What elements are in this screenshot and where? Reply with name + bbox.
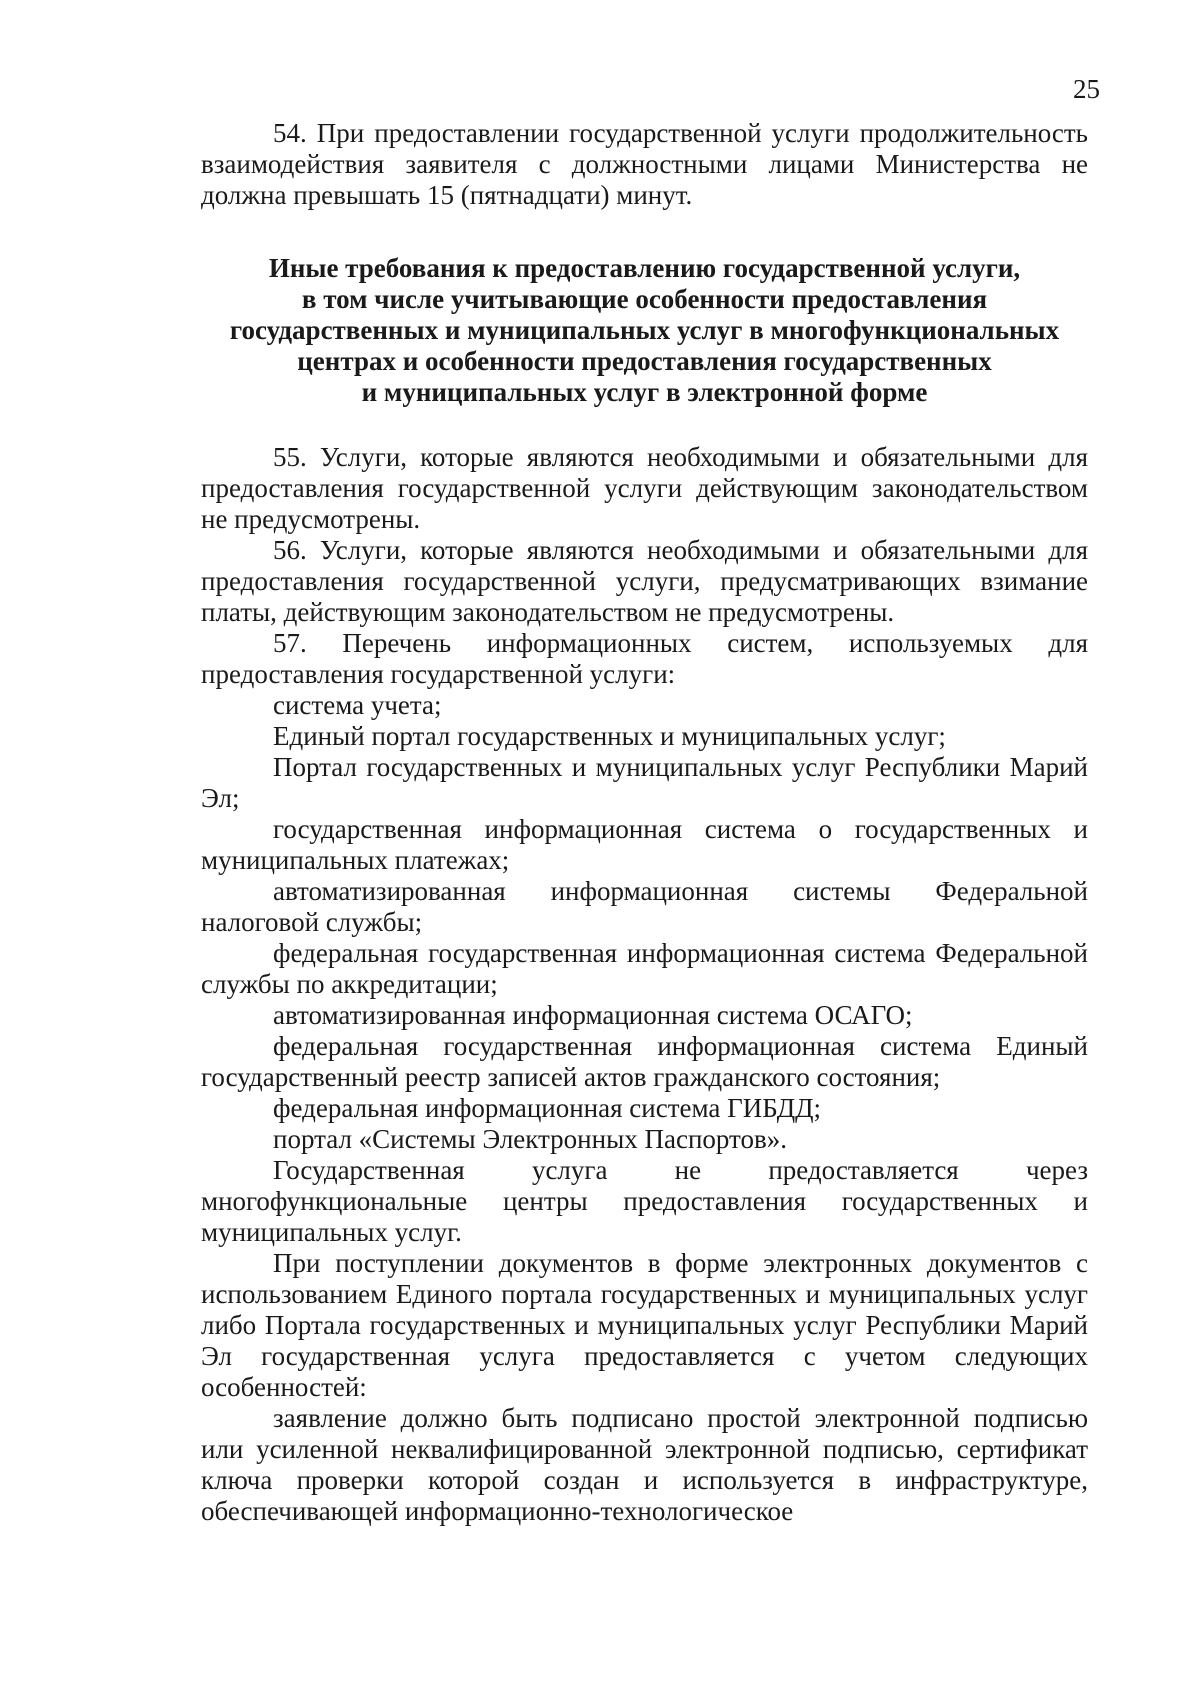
list-item: автоматизированная информационная система ОСАГО; [273,1000,913,1030]
section-heading [201,253,1088,408]
document-body [201,118,1088,1527]
paragraph: При поступлении документов в форме электронных документов с использованием Единого портала государственных и муниципальных услуг либо Портала государственных и муниципальных услуг Республики Марий Эл государственная услуга предоставляется с учетом следующих особенностей: [201,1248,1088,1402]
paragraph: заявление должно быть подписано простой электронной подписью или усиленной неквалифицированной электронной подписью, сертификат ключа проверки которой создан и используется в инфраструктуре, обеспечивающей информационно-технологическое [201,1403,1088,1526]
list-item: автоматизированная информационная системы Федеральной налоговой службы; [201,876,1088,937]
list-item: федеральная государственная информационная система Единый государственный реестр записей актов гражданского состояния; [201,1031,1088,1092]
paragraph-55: 55. Услуги, которые являются необходимыми и обязательными для предоставления государственной услуги действующим законодательством не предусмотрены. [201,442,1088,534]
heading-line: Иные требования к предоставлению государственной услуги, [268,253,1021,283]
list-item: федеральная государственная информационная система Федеральной службы по аккредитации; [201,938,1088,999]
paragraph-57: 57. Перечень информационных систем, используемых для предоставления государственной услуги: [201,628,1088,689]
paragraph-56: 56. Услуги, которые являются необходимыми и обязательными для предоставления государственной услуги, предусматривающих взимание платы, действующим законодательством не предусмотрены. [201,535,1088,627]
heading-line: и муниципальных услуг в электронной форме [361,377,928,407]
heading-line: государственных и муниципальных услуг в многофункциональных [229,315,1060,345]
list-item: Единый портал государственных и муниципальных услуг; [273,721,946,751]
list-item: государственная информационная система о государственных и муниципальных платежах; [201,814,1088,875]
paragraph-54: 54. При предоставлении государственной услуги продолжительность взаимодействия заявителя с должностными лицами Министерства не должна превышать 15 (пятнадцати) минут. [201,118,1088,210]
list-item: Портал государственных и муниципальных услуг Республики Марий Эл; [201,752,1088,813]
page-number: 25 [1073,74,1100,104]
list-item: система учета; [273,690,442,720]
paragraph: Государственная услуга не предоставляется через многофункциональные центры предоставления государственных и муниципальных услуг. [201,1155,1088,1247]
heading-line: в том числе учитывающие особенности предоставления [301,284,988,314]
list-item: федеральная информационная система ГИБДД; [273,1093,822,1123]
heading-line: центрах и особенности предоставления государственных [297,346,992,376]
list-item: портал «Системы Электронных Паспортов». [273,1124,787,1154]
